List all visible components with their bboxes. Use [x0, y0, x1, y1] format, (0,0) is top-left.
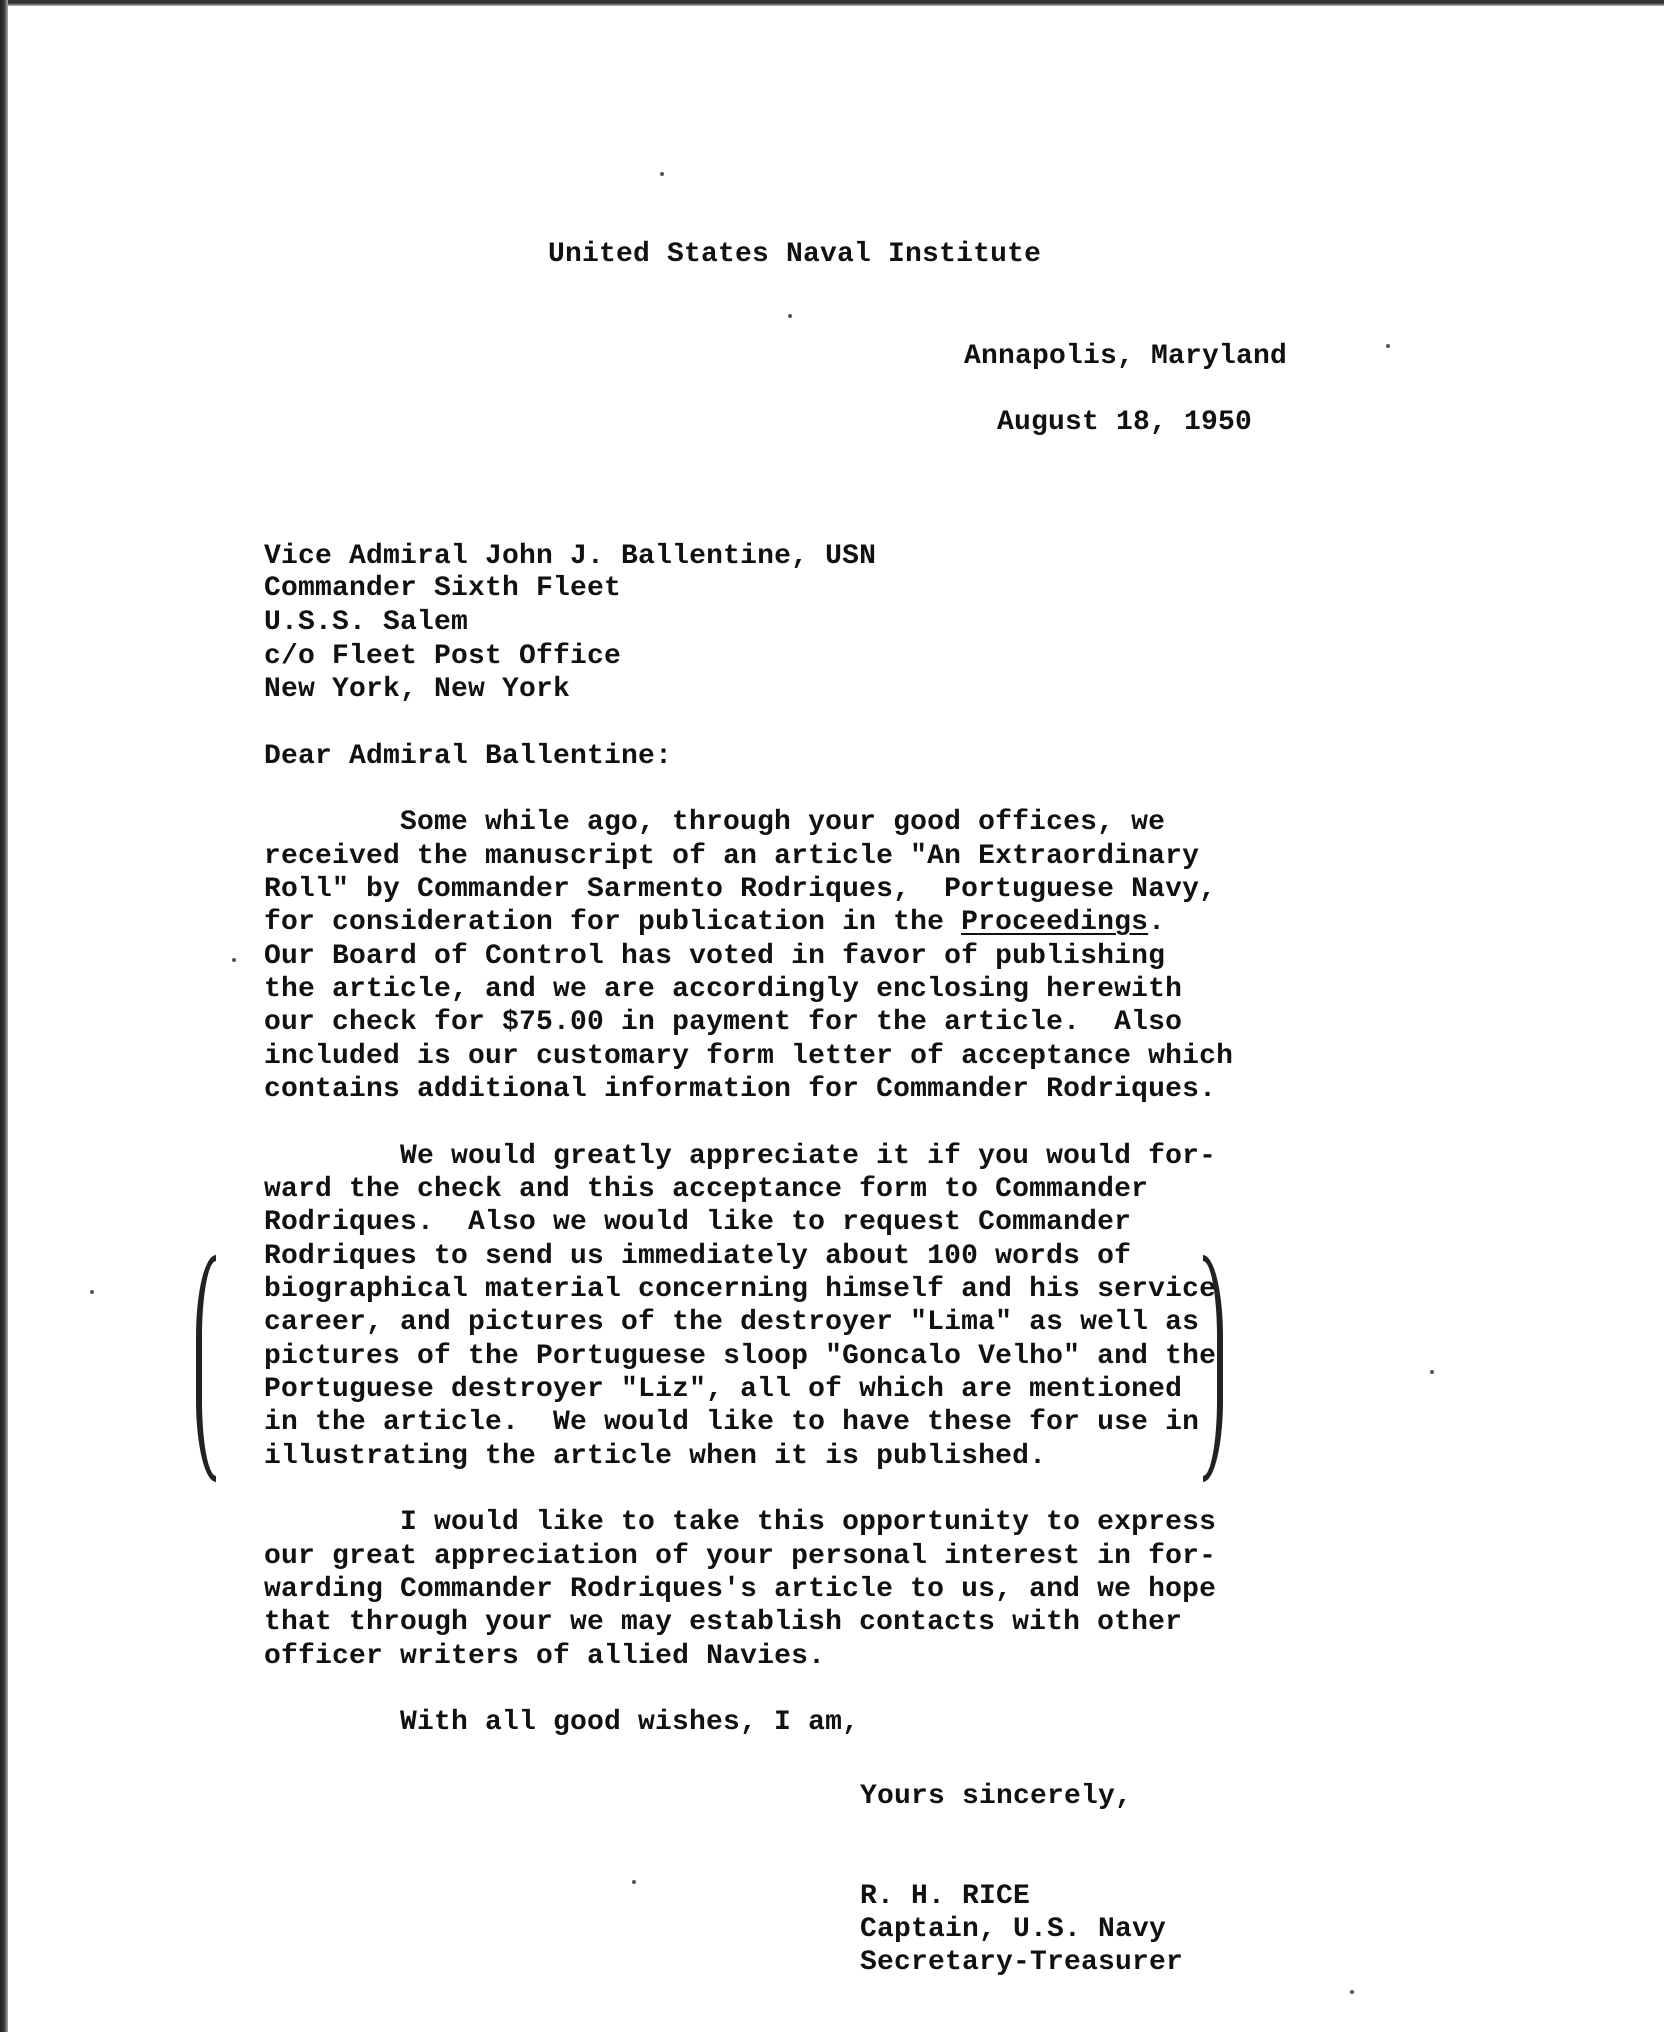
body-line: career, and pictures of the destroyer "Lima" as well as — [264, 1307, 1200, 1338]
body-line: our great appreciation of your personal interest in for- — [264, 1541, 1217, 1572]
scan-border-top — [0, 0, 1664, 6]
body-line: We would greatly appreciate it if you would for- — [400, 1141, 1217, 1172]
recipient-line: U.S.S. Salem — [264, 607, 469, 638]
scan-speck — [90, 1290, 94, 1294]
scan-speck — [632, 1880, 636, 1884]
signer-rank: Captain, U.S. Navy — [860, 1914, 1167, 1945]
body-text: for consideration for publication in the — [264, 907, 962, 938]
letterhead-city: Annapolis, Maryland — [964, 341, 1288, 372]
body-line: our check for $75.00 in payment for the article. Also — [264, 1007, 1183, 1038]
recipient-line: Commander Sixth Fleet — [264, 573, 622, 604]
body-line: Our Board of Control has voted in favor of publishing — [264, 941, 1166, 972]
body-line: Rodriques. Also we would like to request Commander — [264, 1207, 1132, 1238]
body-line: pictures of the Portuguese sloop "Goncalo Velho" and the — [264, 1341, 1217, 1372]
scan-speck — [1350, 1990, 1354, 1994]
publication-title: Proceedings — [961, 907, 1149, 938]
body-line: included is our customary form letter of acceptance which — [264, 1041, 1234, 1072]
body-line — [264, 906, 1165, 939]
signer-title: Secretary-Treasurer — [860, 1947, 1184, 1978]
recipient-line: c/o Fleet Post Office — [264, 641, 622, 672]
scan-speck — [232, 958, 236, 962]
body-line: illustrating the article when it is published. — [264, 1441, 1047, 1472]
recipient-line: New York, New York — [264, 674, 571, 705]
salutation: Dear Admiral Ballentine: — [264, 741, 673, 772]
body-line: warding Commander Rodriques's article to us, and we hope — [264, 1574, 1217, 1605]
body-line: ward the check and this acceptance form to Commander — [264, 1174, 1149, 1205]
body-line: officer writers of allied Navies. — [264, 1641, 826, 1672]
letterhead-organization: United States Naval Institute — [548, 239, 1042, 270]
recipient-line: Vice Admiral John J. Ballentine, USN — [264, 541, 877, 572]
body-text: . — [1148, 907, 1166, 938]
scan-speck — [788, 314, 792, 318]
scan-speck — [1386, 344, 1390, 348]
body-line: the article, and we are accordingly enclosing herewith — [264, 974, 1183, 1005]
body-line: received the manuscript of an article "An Extraordinary — [264, 841, 1200, 872]
handwritten-bracket-left — [196, 1255, 216, 1482]
body-line: contains additional information for Commander Rodriques. — [264, 1074, 1217, 1105]
body-line: Rodriques to send us immediately about 100 words of — [264, 1241, 1132, 1272]
scan-speck — [1430, 1370, 1434, 1374]
scan-border-left — [0, 0, 8, 2032]
body-line: in the article. We would like to have these for use in — [264, 1407, 1200, 1438]
body-line: Portuguese destroyer "Liz", all of which are mentioned — [264, 1374, 1183, 1405]
scan-speck — [660, 172, 664, 176]
signer-name: R. H. RICE — [860, 1881, 1031, 1912]
body-line: Some while ago, through your good offices, we — [400, 807, 1166, 838]
complimentary-close: Yours sincerely, — [860, 1781, 1133, 1812]
closing-line: With all good wishes, I am, — [400, 1707, 860, 1738]
body-line: biographical material concerning himself and his service — [264, 1274, 1217, 1305]
body-line: that through your we may establish contacts with other — [264, 1607, 1183, 1638]
handwritten-bracket-right — [1203, 1255, 1223, 1482]
body-line: I would like to take this opportunity to express — [400, 1507, 1217, 1538]
body-line: Roll" by Commander Sarmento Rodriques, Portuguese Navy, — [264, 874, 1217, 905]
letter-date: August 18, 1950 — [997, 407, 1253, 438]
